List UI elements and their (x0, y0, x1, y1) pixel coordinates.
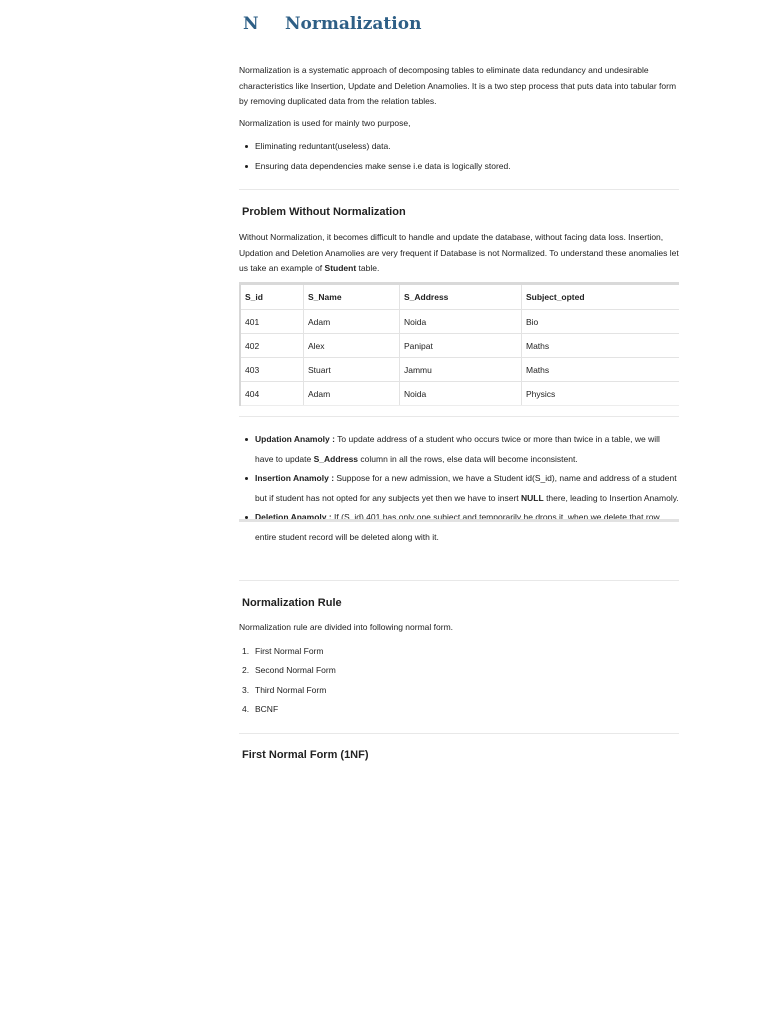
first-nf-heading: First Normal Form (1NF) (242, 749, 369, 761)
list-item: 4. BCNF (242, 703, 279, 714)
chapter-letter: N (243, 14, 259, 34)
deletion-anomaly-item: Deletion Anamoly : If (S_id) 401 has only one subject and temporarily he drops it, when we delete that row, entire student record will be deleted along with it. (239, 508, 679, 547)
intro-paragraph: Normalization is a systematic approach of decomposing tables to eliminate data redundancy and undesirable characteristics like Insertion, Update and Deletion Anamolies. It is a two step process that puts data into tabular form by removing duplicated data from the relation tables. (239, 65, 677, 106)
list-item: Ensuring data dependencies make sense i.e data is logically stored. (239, 159, 679, 175)
insertion-label: Insertion Anamoly : (255, 473, 335, 483)
chapter-heading (243, 14, 683, 34)
table-cell: 402 (240, 334, 304, 358)
s-address-emphasis: S_Address (313, 453, 359, 464)
section-divider (239, 189, 679, 190)
updation-anomaly-item: Updation Anamoly : To update address of a student who occurs twice or more than twice in a table, we will have to update S_Address column in all the rows, else data will become inconsistent. (239, 430, 679, 469)
table-row (240, 310, 679, 334)
table-row (240, 382, 679, 406)
anomaly-list (239, 430, 679, 547)
column-header: S_id (240, 284, 304, 310)
section-divider (239, 416, 679, 417)
table-cell: Adam (304, 382, 400, 406)
table-cell: 403 (240, 358, 304, 382)
rule-heading: Normalization Rule (242, 597, 342, 609)
table-cell: Noida (400, 382, 522, 406)
problem-heading: Problem Without Normalization (242, 206, 406, 218)
updation-label: Updation Anamoly : (255, 434, 335, 444)
table-cell: Panipat (400, 334, 522, 358)
page-break-line (239, 519, 679, 522)
table-header-row (240, 284, 679, 310)
table-cell: Physics (522, 382, 680, 406)
student-table (239, 282, 679, 406)
table-cell: Jammu (400, 358, 522, 382)
table-row (240, 358, 679, 382)
column-header: S_Name (304, 284, 400, 310)
section-divider (239, 580, 679, 581)
table-cell: Maths (522, 334, 680, 358)
table-row (240, 334, 679, 358)
table-cell: Maths (522, 358, 680, 382)
problem-paragraph: Without Normalization, it becomes difficult to handle and update the database, without facing data loss. Insertion, Updation and Deletion Anamolies are very frequent if Database is not Normalized. To understand these anomalies let us take an example of Student table. (239, 232, 679, 273)
normal-form-list (239, 644, 679, 721)
column-header: Subject_opted (522, 284, 680, 310)
chapter-title: Normalization (285, 14, 422, 34)
null-emphasis: NULL (521, 492, 544, 503)
purpose-list (239, 139, 679, 179)
deletion-label: Deletion Anamoly : (255, 512, 332, 522)
list-item: 2. Second Normal Form (242, 665, 336, 676)
section-divider (239, 733, 679, 734)
purpose-paragraph: Normalization is used for mainly two purpose, (239, 118, 411, 128)
rule-paragraph: Normalization rule are divided into following normal form. (239, 622, 454, 632)
column-header: S_Address (400, 284, 522, 310)
table-cell: 404 (240, 382, 304, 406)
table-cell: Stuart (304, 358, 400, 382)
table-cell: Adam (304, 310, 400, 334)
student-emphasis: Student (324, 263, 357, 273)
insertion-anomaly-item: Insertion Anamoly : Suppose for a new admission, we have a Student id(S_id), name and address of a student but if student has not opted for any subjects yet then we have to insert NULL there, leading to Insertion Anamoly. (239, 469, 679, 508)
list-item: 1. First Normal Form (242, 646, 324, 656)
table-cell: Alex (304, 334, 400, 358)
list-item: 3. Third Normal Form (242, 684, 327, 695)
table-cell: Noida (400, 310, 522, 334)
table-cell: Bio (522, 310, 680, 334)
list-item: Eliminating reduntant(useless) data. (239, 139, 679, 155)
table-cell: 401 (240, 310, 304, 334)
